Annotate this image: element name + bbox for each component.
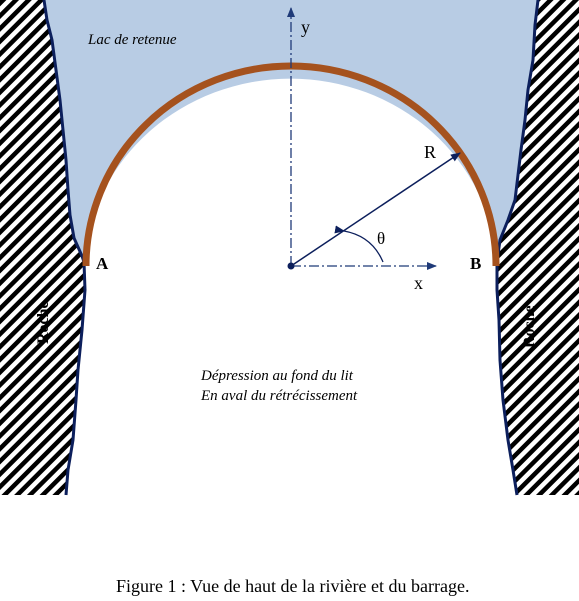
x-axis-label: x	[414, 273, 423, 293]
radius-label: R	[424, 142, 437, 162]
rock-left-label: Roche	[35, 301, 52, 344]
depression-label-line1: Dépression au fond du lit	[201, 368, 353, 384]
rock-right-label: Roche	[521, 305, 538, 348]
angle-label: θ	[377, 229, 386, 248]
origin-point	[288, 263, 295, 270]
lake-label: Lac de retenue	[88, 32, 177, 48]
depression-label-line2: En aval du rétrécissement	[201, 388, 358, 404]
y-axis-label: y	[301, 17, 310, 37]
point-a-label: A	[96, 254, 109, 273]
point-b-label: B	[470, 254, 482, 273]
figure-caption: Figure 1 : Vue de haut de la rivière et du barrage.	[116, 576, 470, 596]
